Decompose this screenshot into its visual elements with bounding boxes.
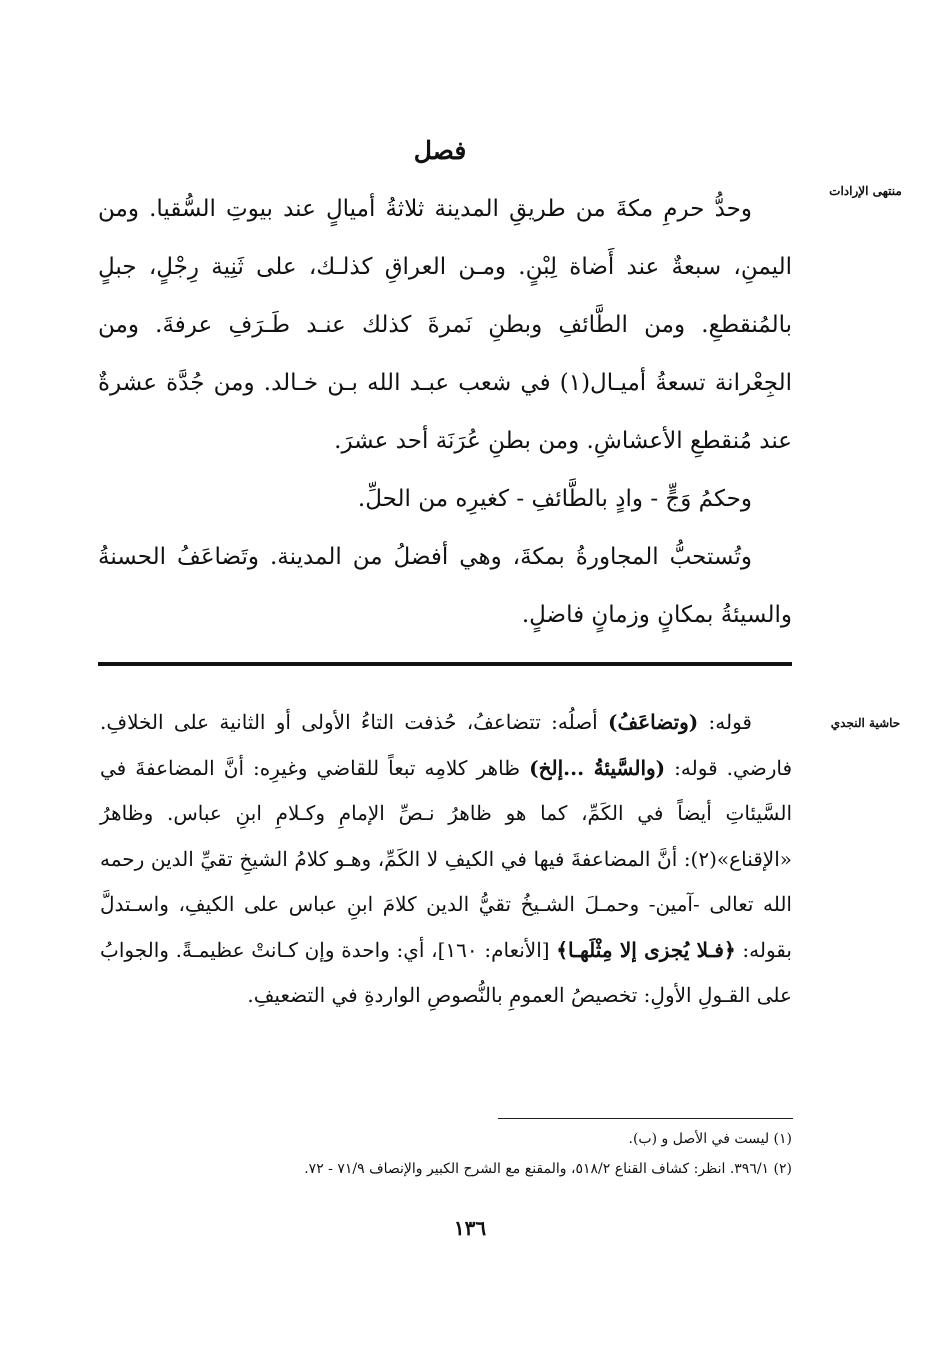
main-text-block xyxy=(98,180,792,644)
hashiya-text: قوله: xyxy=(698,710,752,734)
quoted-term: (وتضاعَفُ) xyxy=(608,710,699,734)
quran-verse: ﴿فـلا يُجزى إلا مِثْلَهـا﴾ xyxy=(556,937,736,962)
footnotes xyxy=(100,1124,792,1184)
hashiya-text: أصلُه: تتضاعفُ، حُذفت التاءُ الأولى أو الثانية على الخلافِ. فارضي. قوله: xyxy=(100,710,793,780)
hashiya-paragraph xyxy=(100,700,792,1019)
hashiya-text: ظاهر كلامِه تبعاً للقاضي وغيرِه: أنَّ المضاعفةَ في السَّيئاتِ أيضاً في الكَمِّ، كما هو ظاهرُ نـصِّ الإمامِ وكـلامِ ابنِ عباس. وظاهرُ «الإقناع»(٢): أنَّ المضاعفةَ فيها في الكيفِ لا الكَمِّ، وهـو كلامُ الشيخِ تقيِّ الدين رحمه الله تعالى -آمين- وحمـلَ الشـيخُ تقيُّ الدين كلامَ ابنِ عباس على الكيفِ، واسـتدلَّ بقوله: xyxy=(100,755,792,962)
footnote-item: (٢) ٣٩٦/١. انظر: كشاف القناع ٥١٨/٢، والمقنع مع الشرح الكبير والإنصاف ٧١/٩ - ٧٢. xyxy=(304,1161,792,1177)
quoted-term: (والسَّيئةُ ...إلخ) xyxy=(529,755,666,780)
main-paragraph: وتُستحبُّ المجاورةُ بمكةَ، وهي أفضلُ من المدينة. وتَضاعَفُ الحسنةُ والسيئةُ بمكانٍ وزمانٍ فاضلٍ. xyxy=(98,544,792,628)
page-number: ١٣٦ xyxy=(453,1216,487,1240)
section-title: فصل xyxy=(413,136,467,165)
side-label-hashiya: حاشية النجدي xyxy=(830,716,901,730)
main-paragraph: وحدُّ حرمِ مكةَ من طريقِ المدينة ثلاثةُ أميالٍ عند بيوتِ السُّقيا. ومن اليمنِ، سبعةٌ عند أَضاة لِبْنٍ. ومـن العراقِ كذلـك، على ثَنِية رِجْلٍ، جبلٍ بالمُنقطعِ. ومن الطَّائفِ وبطنِ نَمرةَ كذلك عنـد طَـرَفِ عرفةَ. ومن الجِعْرانة تسعةُ أميـال(١) في شعب عبـد الله بـن خـالد. ومن جُدَّة عشرةٌ عند مُنقطعِ الأعشاشِ. ومن بطنِ عُرَنَة أحد عشرَ. xyxy=(98,196,792,454)
side-label-main-text: منتهى الإرادات xyxy=(829,184,902,198)
footnote-rule xyxy=(498,1118,793,1119)
main-paragraph: وحكمُ وَجٍّ - وادٍ بالطَّائفِ - كغيرِه من الحلِّ. xyxy=(357,486,752,512)
separator-rule xyxy=(98,662,792,666)
hashiya-text: [الأنعام: ١٦٠]، أي: واحدة وإن كـانتْ عظيمـةً. والجوابُ على القـولِ الأولِ: تخصيصُ العمومِ بالنُّصوصِ الواردةِ في التضعيفِ. xyxy=(100,937,792,1007)
hashiya-text-block xyxy=(100,700,792,1019)
footnote-item: (١) ليست في الأصل و (ب). xyxy=(628,1131,792,1147)
